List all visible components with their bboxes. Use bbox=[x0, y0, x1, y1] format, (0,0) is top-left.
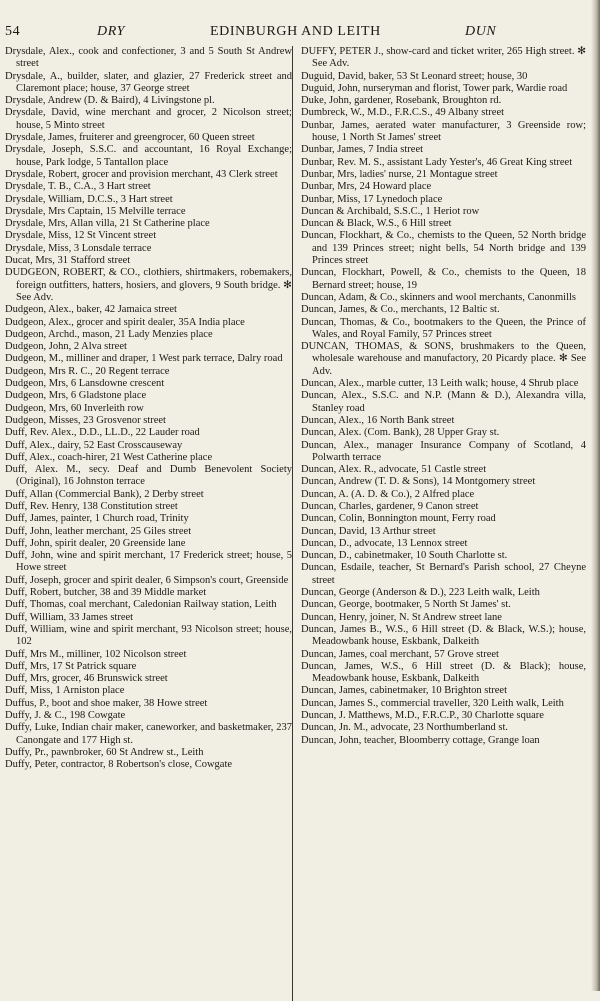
directory-entry: Duff, William, 33 James street bbox=[5, 611, 134, 623]
directory-entry: Duff, Mrs, grocer, 46 Brunswick street bbox=[5, 673, 168, 685]
directory-entry: Duff, John, spirit dealer, 20 Greenside lane bbox=[5, 537, 186, 549]
directory-entry: Duff, Rev. Henry, 138 Constitution street bbox=[5, 500, 178, 512]
directory-entry: Duff, William, wine and spirit merchant, 93 Nicolson street; house, 102 bbox=[5, 623, 292, 648]
directory-entry: Duguid, David, baker, 53 St Leonard street; house, 30 bbox=[300, 70, 528, 82]
directory-entry: Dudgeon, Alex., grocer and spirit dealer, 35A India place bbox=[5, 316, 245, 328]
directory-entry: Duncan, Thomas, & Co., bootmakers to the Queen, the Prince of Wales, and Royal Family, 57 Princes street bbox=[300, 316, 586, 340]
header-title: EDINBURGH AND LEITH bbox=[210, 24, 381, 39]
directory-entry: Dudgeon, M., milliner and draper, 1 West park terrace, Dalry road bbox=[5, 353, 283, 365]
directory-entry: Duncan, David, 13 Arthur street bbox=[300, 525, 436, 537]
directory-entry: Duguid, John, nurseryman and florist, Tower park, Wardie road bbox=[300, 82, 568, 94]
directory-entry: Duff, Thomas, coal merchant, Caledonian Railway station, Leith bbox=[5, 599, 277, 611]
directory-entry: Drysdale, Alex., cook and confectioner, 3 and 5 South St Andrew street bbox=[5, 46, 292, 70]
directory-entry: Duncan, Charles, gardener, 9 Canon street bbox=[300, 500, 479, 512]
directory-entry: Drysdale, James, fruiterer and greengrocer, 60 Queen street bbox=[5, 132, 255, 144]
directory-entry: Dunbar, James, aerated water manufacturer, 3 Greenside row; house, 1 North St James' street bbox=[300, 119, 586, 144]
directory-entry: Duncan, Alex., S.S.C. and N.P. (Mann & D.), Alexandra villa, Stanley road bbox=[300, 390, 586, 414]
directory-entry: Duncan, Alex. R., advocate, 51 Castle street bbox=[300, 464, 487, 476]
directory-entry: Dudgeon, Archd., mason, 21 Lady Menzies place bbox=[5, 328, 213, 340]
directory-entry: Duncan, D., advocate, 13 Lennox street bbox=[300, 537, 468, 549]
directory-entry: Drysdale, Joseph, S.S.C. and accountant, 16 Royal Exchange; house, Park lodge, 5 Tantallon place bbox=[5, 144, 292, 168]
directory-entry: Duncan, Colin, Bonnington mount, Ferry road bbox=[300, 513, 496, 525]
header-guide-word-left: DRY bbox=[97, 24, 125, 39]
directory-entry: Duncan, James S., commercial traveller, 320 Leith walk, Leith bbox=[300, 697, 564, 709]
directory-entry: Dunbar, Miss, 17 Lynedoch place bbox=[300, 193, 443, 205]
directory-entry: Duncan, Jn. M., advocate, 23 Northumberland st. bbox=[300, 722, 509, 734]
directory-entry: Duffy, Peter, contractor, 8 Robertson's close, Cowgate bbox=[5, 759, 233, 771]
directory-entry: Duncan, James, cabinetmaker, 10 Brighton street bbox=[300, 685, 508, 697]
directory-entry: Duncan, J. Matthews, M.D., F.R.C.P., 30 Charlotte square bbox=[300, 710, 544, 722]
directory-entry: Duncan, John, teacher, Bloomberry cottage, Grange loan bbox=[300, 734, 540, 746]
directory-entry: Ducat, Mrs, 31 Stafford street bbox=[5, 255, 131, 267]
directory-entry: Dudgeon, Mrs, 6 Lansdowne crescent bbox=[5, 378, 165, 390]
directory-entry: Duff, Mrs, 17 St Patrick square bbox=[5, 660, 137, 672]
directory-entry: Dunbar, Rev. M. S., assistant Lady Yester's, 46 Great King street bbox=[300, 156, 573, 168]
directory-entry: Duff, Alex., coach-hirer, 21 West Catherine place bbox=[5, 451, 213, 463]
directory-entry: Dumbreck, W., M.D., F.R.C.S., 49 Albany street bbox=[300, 107, 505, 119]
directory-entry: Duncan, Alex. (Com. Bank), 28 Upper Gray st. bbox=[300, 427, 500, 439]
directory-entry: Duncan, George (Anderson & D.), 223 Leith walk, Leith bbox=[300, 587, 540, 599]
directory-entry: Dudgeon, Mrs R. C., 20 Regent terrace bbox=[5, 365, 170, 377]
directory-entry: Drysdale, Robert, grocer and provision merchant, 43 Clerk street bbox=[5, 168, 278, 180]
directory-entry: Duncan, Alex., 16 North Bank street bbox=[300, 414, 455, 426]
directory-entry: Duncan, Alex., manager Insurance Company of Scotland, 4 Polwarth terrace bbox=[300, 439, 586, 463]
directory-entry: Dunbar, James, 7 India street bbox=[300, 144, 424, 156]
directory-entry: Duff, John, leather merchant, 25 Giles street bbox=[5, 525, 192, 537]
page-number: 54 bbox=[5, 24, 21, 39]
directory-entry: Duncan, Andrew (T. D. & Sons), 14 Montgomery street bbox=[300, 476, 536, 488]
directory-entry: Duffus, P., boot and shoe maker, 38 Howe street bbox=[5, 697, 208, 709]
page-edge-shadow bbox=[591, 0, 600, 991]
directory-entry: Duncan & Archibald, S.S.C., 1 Heriot row bbox=[300, 205, 480, 217]
directory-entry: Drysdale, T. B., C.A., 3 Hart street bbox=[5, 181, 151, 193]
directory-entry: Drysdale, Mrs Captain, 15 Melville terrace bbox=[5, 205, 186, 217]
left-column bbox=[5, 46, 292, 1001]
directory-entry: Dudgeon, Mrs, 6 Gladstone place bbox=[5, 390, 147, 402]
directory-entry: Duncan, Alex., marble cutter, 13 Leith walk; house, 4 Shrub place bbox=[300, 378, 579, 390]
directory-entry: DUFFY, PETER J., show-card and ticket writer, 265 High street. ✻ See Adv. bbox=[300, 46, 586, 70]
directory-entry: Duncan, A. (A. D. & Co.), 2 Alfred place bbox=[300, 488, 475, 500]
directory-entry: Drysdale, David, wine merchant and grocer, 2 Nicolson street; house, 5 Minto street bbox=[5, 107, 292, 131]
directory-entry: Duff, Miss, 1 Arniston place bbox=[5, 685, 125, 697]
directory-entry: Duncan, Henry, joiner, N. St Andrew street lane bbox=[300, 611, 502, 623]
directory-entry: Duff, Robert, butcher, 38 and 39 Middle market bbox=[5, 587, 207, 599]
directory-entry: Duncan, James, & Co., merchants, 12 Baltic st. bbox=[300, 304, 500, 316]
directory-entry: Duncan, James B., W.S., 6 Hill street (D. & Black, W.S.); house, Meadowbank house, Eskbank, Dalkeith bbox=[300, 623, 586, 648]
directory-entry: Duncan, George, bootmaker, 5 North St James' st. bbox=[300, 599, 511, 611]
directory-entry: Duffy, J. & C., 198 Cowgate bbox=[5, 710, 126, 722]
directory-entry: Duff, Alex., dairy, 52 East Crosscauseway bbox=[5, 439, 183, 451]
directory-entry: Duff, Joseph, grocer and spirit dealer, 6 Simpson's court, Greenside bbox=[5, 574, 289, 586]
directory-entry: Duffy, Luke, Indian chair maker, caneworker, and basketmaker, 237 Canongate and 177 High st. bbox=[5, 722, 292, 746]
directory-entry: Drysdale, Miss, 3 Lonsdale terrace bbox=[5, 242, 152, 254]
right-column bbox=[292, 46, 586, 1001]
directory-entry: Duncan, Esdaile, teacher, St Bernard's Parish school, 27 Cheyne street bbox=[300, 562, 586, 586]
directory-entry: Duncan & Black, W.S., 6 Hill street bbox=[300, 218, 452, 230]
directory-entry: DUDGEON, ROBERT, & CO., clothiers, shirtmakers, robemakers, foreign outfitters, hatters, hosiers, and glovers, 9 South bridge. ✻ See Adv. bbox=[5, 267, 292, 303]
directory-entry: Duncan, D., cabinetmaker, 10 South Charlotte st. bbox=[300, 550, 508, 562]
directory-entry: Duncan, James, W.S., 6 Hill street (D. & Black); house, Meadowbank house, Eskbank, Dalkeith bbox=[300, 660, 586, 685]
directory-columns bbox=[5, 46, 586, 1001]
directory-entry: Drysdale, Miss, 12 St Vincent street bbox=[5, 230, 157, 242]
header-guide-word-right: DUN bbox=[465, 24, 497, 39]
directory-entry: Duff, Mrs M., milliner, 102 Nicolson street bbox=[5, 648, 187, 660]
directory-entry: DUNCAN, THOMAS, & SONS, brushmakers to the Queen, wholesale warehouse and manufactory, 20 Picardy place. ✻ See Adv. bbox=[300, 341, 586, 377]
directory-entry: Duff, Alex. M., secy. Deaf and Dumb Benevolent Society (Original), 16 Johnston terrace bbox=[5, 464, 292, 488]
directory-entry: Duff, Allan (Commercial Bank), 2 Derby street bbox=[5, 488, 204, 500]
directory-entry: Duff, John, wine and spirit merchant, 17 Frederick street; house, 5 Howe street bbox=[5, 550, 292, 574]
directory-entry: Drysdale, William, D.C.S., 3 Hart street bbox=[5, 193, 173, 205]
directory-entry: Dudgeon, John, 2 Alva street bbox=[5, 341, 127, 353]
directory-entry: Drysdale, Mrs, Allan villa, 21 St Catherine place bbox=[5, 218, 210, 230]
directory-entry: Dudgeon, Alex., baker, 42 Jamaica street bbox=[5, 304, 177, 316]
directory-entry: Duff, Rev. Alex., D.D., LL.D., 22 Lauder road bbox=[5, 427, 200, 439]
directory-entry: Dunbar, Mrs, 24 Howard place bbox=[300, 181, 432, 193]
directory-entry: Dudgeon, Misses, 23 Grosvenor street bbox=[5, 414, 166, 426]
directory-entry: Duff, James, painter, 1 Church road, Trinity bbox=[5, 513, 189, 525]
directory-entry: Duncan, James, coal merchant, 57 Grove street bbox=[300, 648, 499, 660]
directory-entry: Dudgeon, Mrs, 60 Inverleith row bbox=[5, 402, 144, 414]
directory-entry: Duncan, Flockhart, Powell, & Co., chemists to the Queen, 18 Bernard street; house, 19 bbox=[300, 267, 586, 291]
directory-entry: Duncan, Flockhart, & Co., chemists to the Queen, 52 North bridge and 139 Princes street; night bells, 54 North bridge and 139 Princes street bbox=[300, 230, 586, 267]
directory-entry: Duffy, Pr., pawnbroker, 60 St Andrew st., Leith bbox=[5, 746, 204, 758]
directory-entry: Duncan, Adam, & Co., skinners and wool merchants, Canonmills bbox=[300, 291, 576, 303]
directory-entry: Drysdale, Andrew (D. & Baird), 4 Livingstone pl. bbox=[5, 95, 215, 107]
directory-entry: Drysdale, A., builder, slater, and glazier, 27 Frederick street and Claremont place; house, 37 George street bbox=[5, 70, 292, 94]
directory-entry: Dunbar, Mrs, ladies' nurse, 21 Montague street bbox=[300, 168, 498, 180]
page-header bbox=[5, 24, 586, 42]
directory-entry: Duke, John, gardener, Rosebank, Broughton rd. bbox=[300, 95, 502, 107]
